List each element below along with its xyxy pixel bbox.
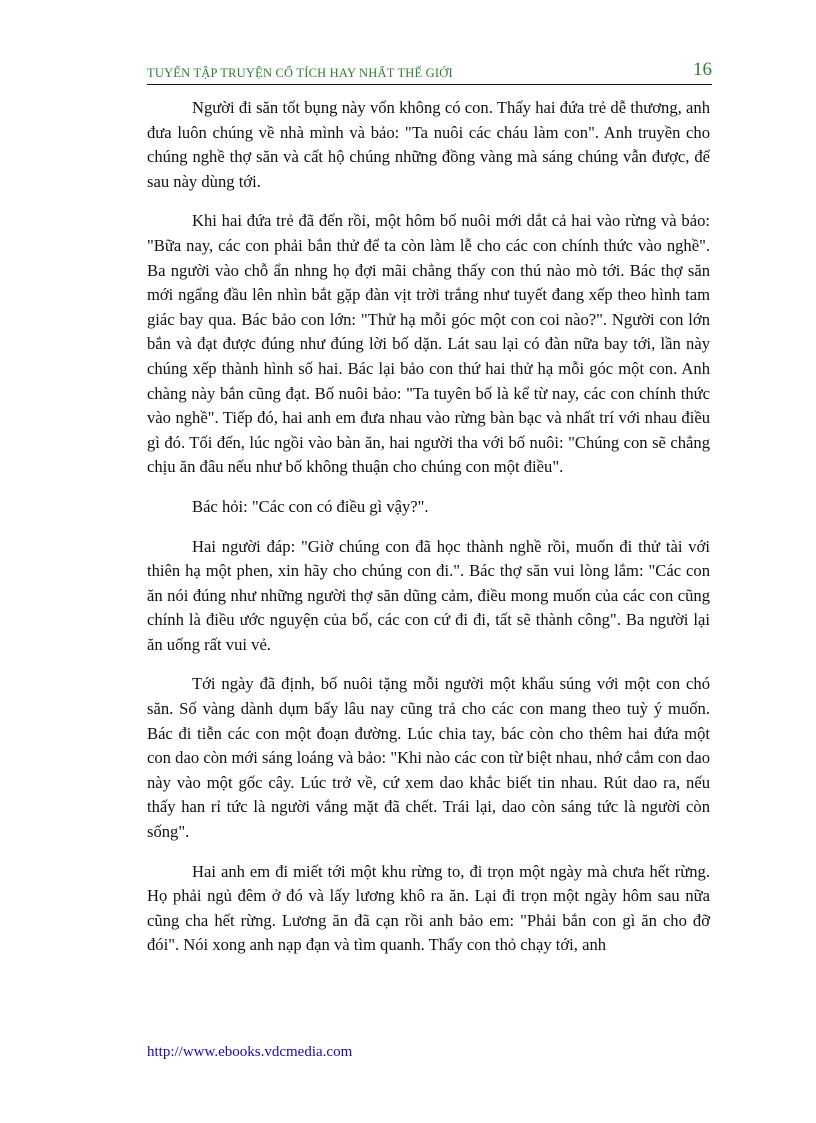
paragraph: Bác hỏi: "Các con có điều gì vậy?". [192,496,429,516]
paragraph: Hai người đáp: "Giờ chúng con đã học thành nghề rồi, muốn đi thử tài với thiên hạ một phen, xin hãy cho chúng con đi.". Bác thợ săn vui lòng lắm: "Các con ăn nói đúng như những người thợ săn dũng cảm, điều mong muốn của các con cũng chính là điều ước nguyện của bố, các con cứ đi đi, tất sẽ thành công". Ba người lại ăn uống rất vui vẻ. [147,536,710,654]
paragraph: Tới ngày đã định, bố nuôi tặng mỗi người một khẩu súng với một con chó săn. Số vàng dành dụm bấy lâu nay cũng trả cho các con mang theo tuỳ ý muốn. Bác đi tiễn các con một đoạn đường. Lúc chia tay, bác còn cho thêm hai đứa một con dao còn mới sáng loáng và bảo: "Khi nào các con từ biệt nhau, nhớ cắm con dao này vào một gốc cây. Lúc trở về, cứ xem dao khắc biết tin nhau. Rút dao ra, nếu thấy han rỉ tức là người vắng mặt đã chết. Trái lại, dao còn sáng tức là người còn sống". [147,674,710,842]
story-body [147,96,710,973]
book-title: TUYỂN TẬP TRUYỆN CỔ TÍCH HAY NHẤT THẾ GIỚI [147,66,453,80]
paragraph: Khi hai đứa trẻ đã đến rồi, một hôm bố nuôi mới dắt cả hai vào rừng và bảo: "Bữa nay, các con phải bắn thử để ta còn làm lễ cho các con chính thức vào nghề". Ba người vào chỗ ẩn nhng họ đợi mãi chẳng thấy con thú nào mò tới. Bác thợ săn mới ngẩng đầu lên nhìn bắt gặp đàn vịt trời trắng như tuyết đang xếp theo hình tam giác bay qua. Bác bảo con lớn: "Thử hạ mỗi góc một con coi nào?". Người con lớn bắn và đạt được đúng như đúng lời bố dặn. Lát sau lại có đàn nữa bay tới, lần này chúng xếp thành hình số hai. Bác lại bảo con thứ hai thử hạ mỗi góc một con. Anh chàng này bắn cũng đạt. Bố nuôi bảo: "Ta tuyên bố là kể từ nay, các con chính thức vào nghề". Tiếp đó, hai anh em đưa nhau vào rừng bàn bạc và nhất trí với nhau điều gì đó. Tối đến, lúc ngồi vào bàn ăn, hai người tha với bố nuôi: "Chúng con sẽ chẳng chịu ăn đâu nếu như bố không thuận cho chúng con một điều". [147,211,710,477]
page-number: 16 [693,59,712,80]
paragraph: Người đi săn tốt bụng này vốn không có con. Thấy hai đứa trẻ dễ thương, anh đưa luôn chúng về nhà mình và bảo: "Ta nuôi các cháu làm con". Anh truyền cho chúng nghề thợ săn và cất hộ chúng những đồng vàng mà sáng chúng vẫn được, để sau này dùng tới. [147,98,710,191]
footer-url-link[interactable]: http://www.ebooks.vdcmedia.com [147,1044,353,1060]
page-header [147,58,712,85]
paragraph: Hai anh em đi miết tới một khu rừng to, đi trọn một ngày mà chưa hết rừng. Họ phải ngủ đêm ở đó và lấy lương khô ra ăn. Lại đi trọn một ngày hôm sau nữa cũng cha hết rừng. Lương ăn đã cạn rồi anh bảo em: "Phải bắn con gì ăn cho đỡ đói". Nói xong anh nạp đạn và tìm quanh. Thấy con thỏ chạy tới, anh [147,861,710,955]
